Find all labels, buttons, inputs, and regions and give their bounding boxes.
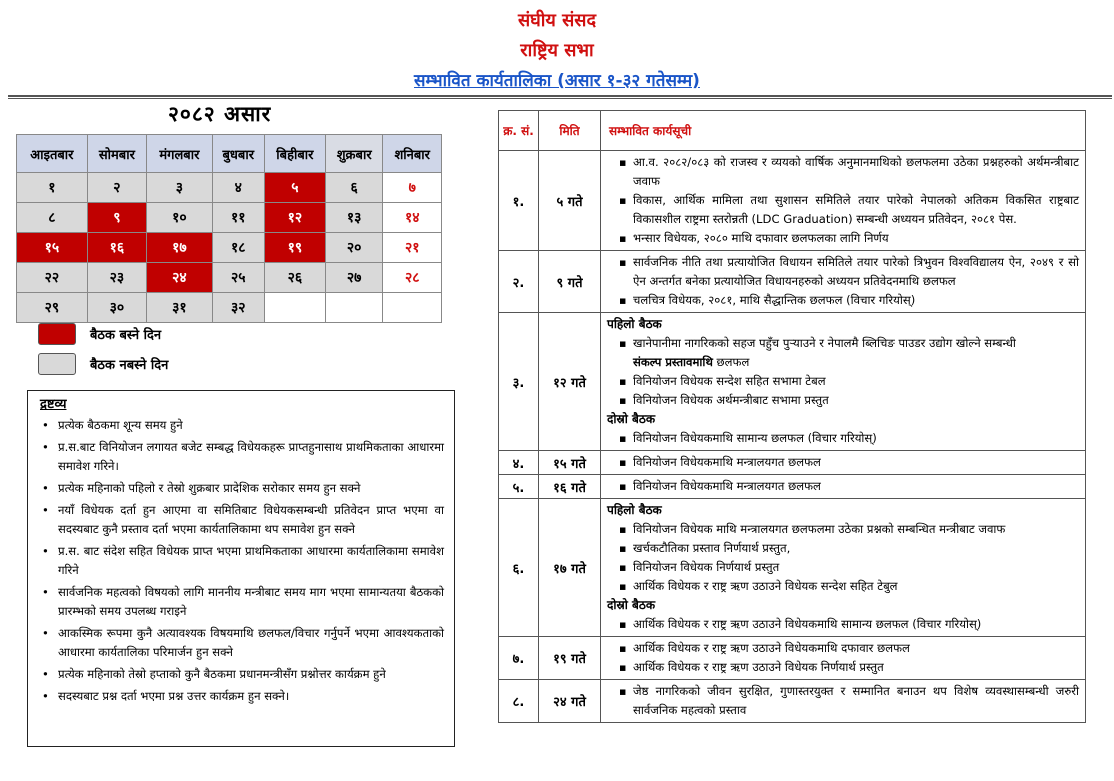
calendar-day-cell: ३१ [147, 293, 213, 323]
schedule-serial: ४. [499, 451, 539, 475]
weekday-sunday: आइतबार [17, 135, 88, 173]
note-item: • प्रत्येक बैठकमा शून्य समय हुने [40, 416, 444, 435]
agenda-item-emphasis: संकल्प प्रस्तावमाथि [633, 355, 713, 369]
calendar-day-cell: २५ [212, 263, 264, 293]
calendar-day-cell: १२ [264, 203, 325, 233]
schedule-serial: ७. [499, 637, 539, 680]
schedule-row [499, 637, 1086, 680]
weekday-thursday: बिहीबार [264, 135, 325, 173]
calendar-day-cell: १ [17, 173, 88, 203]
calendar-day-cell: १८ [212, 233, 264, 263]
note-item: • प्र.स. बाट संदेश सहित विधेयक प्राप्त भएमा प्राथमिकताका आधारमा कार्यतालिकामा समावेश गरिने [40, 542, 444, 580]
agenda-item: ▪ विनियोजन विधेयकमाथि सामान्य छलफल (विचार गरियोस्) [607, 429, 1079, 448]
session-label: दोस्रो बैठक [607, 412, 656, 426]
header-divider [8, 95, 1112, 99]
schedule-row [499, 680, 1086, 723]
weekday-saturday: शनिबार [383, 135, 442, 173]
schedule-date: १९ गते [539, 637, 601, 680]
agenda-item: ▪ विनियोजन विधेयक अर्थमन्त्रीबाट सभामा प्रस्तुत [607, 391, 1079, 410]
agenda-item: ▪ आर्थिक विधेयक र राष्ट्र ऋण उठाउने विधेयकमाथि दफावार छलफल [607, 639, 1079, 658]
schedule-agenda [601, 499, 1086, 637]
session-label: पहिलो बैठक [607, 317, 662, 331]
schedule-table [498, 110, 1086, 723]
agenda-item [607, 334, 1079, 372]
calendar-day-cell: ११ [212, 203, 264, 233]
calendar-grid [16, 134, 442, 323]
weekday-friday: शुक्रबार [325, 135, 383, 173]
calendar-day-cell: २१ [383, 233, 442, 263]
legend-meeting-label: बैठक बस्ने दिन [90, 328, 162, 343]
calendar-day-cell: २ [87, 173, 146, 203]
agenda-item: ▪ आर्थिक विधेयक र राष्ट्र ऋण उठाउने विधेयकमाथि सामान्य छलफल (विचार गरियोस्) [607, 615, 1079, 634]
schedule-date: १२ गते [539, 313, 601, 451]
calendar-day-cell: २७ [325, 263, 383, 293]
schedule-header-sn: क्र. सं. [499, 111, 539, 151]
calendar-day-cell: ८ [17, 203, 88, 233]
calendar-day-cell: ९ [87, 203, 146, 233]
calendar-day-cell: २० [325, 233, 383, 263]
agenda-item: ▪ चलचित्र विधेयक, २०८१, माथि सैद्धान्तिक छलफल (विचार गरियोस्) [607, 291, 1079, 310]
calendar-day-cell: २८ [383, 263, 442, 293]
note-item: • सदस्यबाट प्रश्न दर्ता भएमा प्रश्न उत्तर कार्यक्रम हुन सक्ने। [40, 687, 444, 706]
schedule-date: २४ गते [539, 680, 601, 723]
agenda-item: ▪ भन्सार विधेयक, २०८० माथि दफावार छलफलका लागि निर्णय [607, 229, 1079, 248]
agenda-item-text: खानेपानीमा नागरिकको सहज पहुँच पुऱ्याउने र नेपालमै ब्लिचिङ पाउडर उद्योग खोल्ने सम्बन्धी [633, 336, 1016, 350]
schedule-serial: १. [499, 151, 539, 251]
calendar-day-cell: १० [147, 203, 213, 233]
schedule-header-row [499, 111, 1086, 151]
schedule-date: ९ गते [539, 251, 601, 313]
schedule-serial: ८. [499, 680, 539, 723]
schedule-row [499, 451, 1086, 475]
calendar-day-cell: १९ [264, 233, 325, 263]
schedule-agenda [601, 475, 1086, 499]
schedule-date: १६ गते [539, 475, 601, 499]
calendar-day-cell: ३ [147, 173, 213, 203]
session-label: पहिलो बैठक [607, 503, 662, 517]
schedule-row [499, 251, 1086, 313]
schedule-row [499, 151, 1086, 251]
schedule-agenda [601, 151, 1086, 251]
calendar-day-cell: २९ [17, 293, 88, 323]
calendar-day-cell: ५ [264, 173, 325, 203]
agenda-item: ▪ आर्थिक विधेयक र राष्ट्र ऋण उठाउने विधेयक निर्णयार्थ प्रस्तुत [607, 658, 1079, 677]
calendar-day-cell: १६ [87, 233, 146, 263]
agenda-item: ▪ सार्वजनिक नीति तथा प्रत्यायोजित विधायन समितिले तयार पारेको त्रिभुवन विश्वविद्यालय ऐन, २०४९ र सो ऐन अन्तर्गत बनेका प्रत्यायोजित विधायनहरुको अध्ययन प्रतिवेदनमाथि छलफल [607, 253, 1079, 291]
schedule-date: १७ गते [539, 499, 601, 637]
schedule-serial: ६. [499, 499, 539, 637]
schedule-agenda [601, 313, 1086, 451]
header-parliament: संघीय संसद [517, 10, 597, 31]
calendar-body [17, 173, 442, 323]
calendar-week-row [17, 203, 442, 233]
agenda-item: ▪ जेष्ठ नागरिकको जीवन सुरक्षित, गुणास्तरयुक्त र सम्मानित बनाउन थप विशेष व्यवस्थासम्बन्धी जरुरी सार्वजनिक महत्वको प्रस्ताव [607, 682, 1079, 720]
calendar-week-row [17, 173, 442, 203]
calendar-day-cell: २३ [87, 263, 146, 293]
calendar-empty-cell [264, 293, 325, 323]
weekday-tuesday: मंगलबार [147, 135, 213, 173]
header-national-assembly: राष्ट्रिय सभा [520, 40, 594, 61]
note-item: • प्रत्येक महिनाको तेस्रो हप्ताको कुनै बैठकमा प्रधानमन्त्रीसँग प्रश्नोत्तर कार्यक्रम हुने [40, 665, 444, 684]
agenda-item: ▪ विनियोजन विधेयकमाथि मन्त्रालयगत छलफल [607, 477, 1079, 496]
calendar-empty-cell [383, 293, 442, 323]
schedule-row [499, 313, 1086, 451]
schedule-header-date: मिति [539, 111, 601, 151]
schedule-serial: ५. [499, 475, 539, 499]
calendar-day-cell: ६ [325, 173, 383, 203]
note-item: • आकस्मिक रूपमा कुनै अत्यावश्यक विषयमाथि छलफल/विचार गर्नुपर्ने भएमा आवश्यकताको आधारमा कार्यतालिका परिमार्जन हुन सक्ने [40, 624, 444, 662]
legend-meeting-swatch [38, 323, 76, 345]
agenda-item: ▪ आर्थिक विधेयक र राष्ट्र ऋण उठाउने विधेयक सन्देश सहित टेबुल [607, 577, 1079, 596]
calendar-month-title: २०८२ असार [168, 102, 272, 126]
calendar-day-cell: १७ [147, 233, 213, 263]
agenda-item: ▪ विनियोजन विधेयक सन्देश सहित सभामा टेबल [607, 372, 1079, 391]
note-item: • प्रत्येक महिनाको पहिलो र तेस्रो शुक्रबार प्रादेशिक सरोकार समय हुन सक्ने [40, 479, 444, 498]
agenda-item: ▪ खर्चकटौतिका प्रस्ताव निर्णयार्थ प्रस्तुत, [607, 539, 1079, 558]
schedule-date: ५ गते [539, 151, 601, 251]
legend-no-meeting-swatch [38, 353, 76, 375]
calendar-day-cell: २२ [17, 263, 88, 293]
calendar-day-cell: ३० [87, 293, 146, 323]
notes-title: द्रष्टव्य [40, 397, 67, 412]
calendar-day-cell: १३ [325, 203, 383, 233]
calendar-empty-cell [325, 293, 383, 323]
schedule-row [499, 475, 1086, 499]
schedule-agenda [601, 637, 1086, 680]
weekday-wednesday: बुधबार [212, 135, 264, 173]
calendar-weekday-row [17, 135, 442, 173]
notes-box [27, 390, 455, 747]
schedule-date: १५ गते [539, 451, 601, 475]
calendar-day-cell: ४ [212, 173, 264, 203]
calendar-day-cell: १४ [383, 203, 442, 233]
agenda-item: ▪ विनियोजन विधेयकमाथि मन्त्रालयगत छलफल [607, 453, 1079, 472]
note-item: • सार्वजनिक महत्वको विषयको लागि माननीय मन्त्रीबाट समय माग भएमा सामान्यतया बैठकको प्रारम्भको समय उपलब्ध गराइने [40, 583, 444, 621]
schedule-serial: २. [499, 251, 539, 313]
legend-no-meeting-label: बैठक नबस्ने दिन [90, 358, 169, 373]
calendar-week-row [17, 293, 442, 323]
schedule-header-agenda: सम्भावित कार्यसूची [601, 111, 1086, 151]
agenda-item: ▪ आ.व. २०८२/०८३ को राजस्व र व्ययको वार्षिक अनुमानमाथिको छलफलमा उठेका प्रश्नहरुको अर्थमन्त्रीबाट जवाफ [607, 153, 1079, 191]
calendar-day-cell: २४ [147, 263, 213, 293]
schedule-row [499, 499, 1086, 637]
weekday-monday: सोमबार [87, 135, 146, 173]
calendar-day-cell: १५ [17, 233, 88, 263]
notes-list [40, 416, 444, 706]
schedule-agenda [601, 451, 1086, 475]
calendar-day-cell: ३२ [212, 293, 264, 323]
agenda-item: ▪ विनियोजन विधेयक निर्णयार्थ प्रस्तुत [607, 558, 1079, 577]
agenda-item: ▪ विनियोजन विधेयक माथि मन्त्रालयगत छलफलमा उठेका प्रश्नको सम्बन्धित मन्त्रीबाट जवाफ [607, 520, 1079, 539]
note-item: • नयाँ विधेयक दर्ता हुन आएमा वा समितिबाट विधेयकसम्बन्धी प्रतिवेदन प्राप्त भएमा वा सदस्यबाट कुनै प्रस्ताव दर्ता भएमा कार्यतालिकामा थप समावेश हुन सक्ने [40, 501, 444, 539]
session-label: दोस्रो बैठक [607, 598, 656, 612]
calendar-day-cell: ७ [383, 173, 442, 203]
schedule-serial: ३. [499, 313, 539, 451]
calendar-week-row [17, 263, 442, 293]
schedule-agenda [601, 680, 1086, 723]
header-schedule-title: सम्भावित कार्यतालिका (असार १-३२ गतेसम्म) [414, 71, 700, 91]
agenda-item-tail: छलफल [712, 355, 750, 369]
note-item: • प्र.स.बाट विनियोजन लगायत बजेट सम्बद्ध विधेयकहरू प्राप्तहुनासाथ प्राथमिकताका आधारमा समावेश गरिने। [40, 438, 444, 476]
schedule-agenda [601, 251, 1086, 313]
schedule-body [499, 151, 1086, 723]
agenda-item: ▪ विकास, आर्थिक मामिला तथा सुशासन समितिले तयार पारेको नेपालको अतिकम विकसित राष्ट्रबाट विकासशील राष्ट्रमा स्तरोन्नती (LDC Graduation) सम्बन्धी अध्ययन प्रतिवेदन, २०८१ पेस. [607, 191, 1079, 229]
calendar-week-row [17, 233, 442, 263]
calendar-day-cell: २६ [264, 263, 325, 293]
